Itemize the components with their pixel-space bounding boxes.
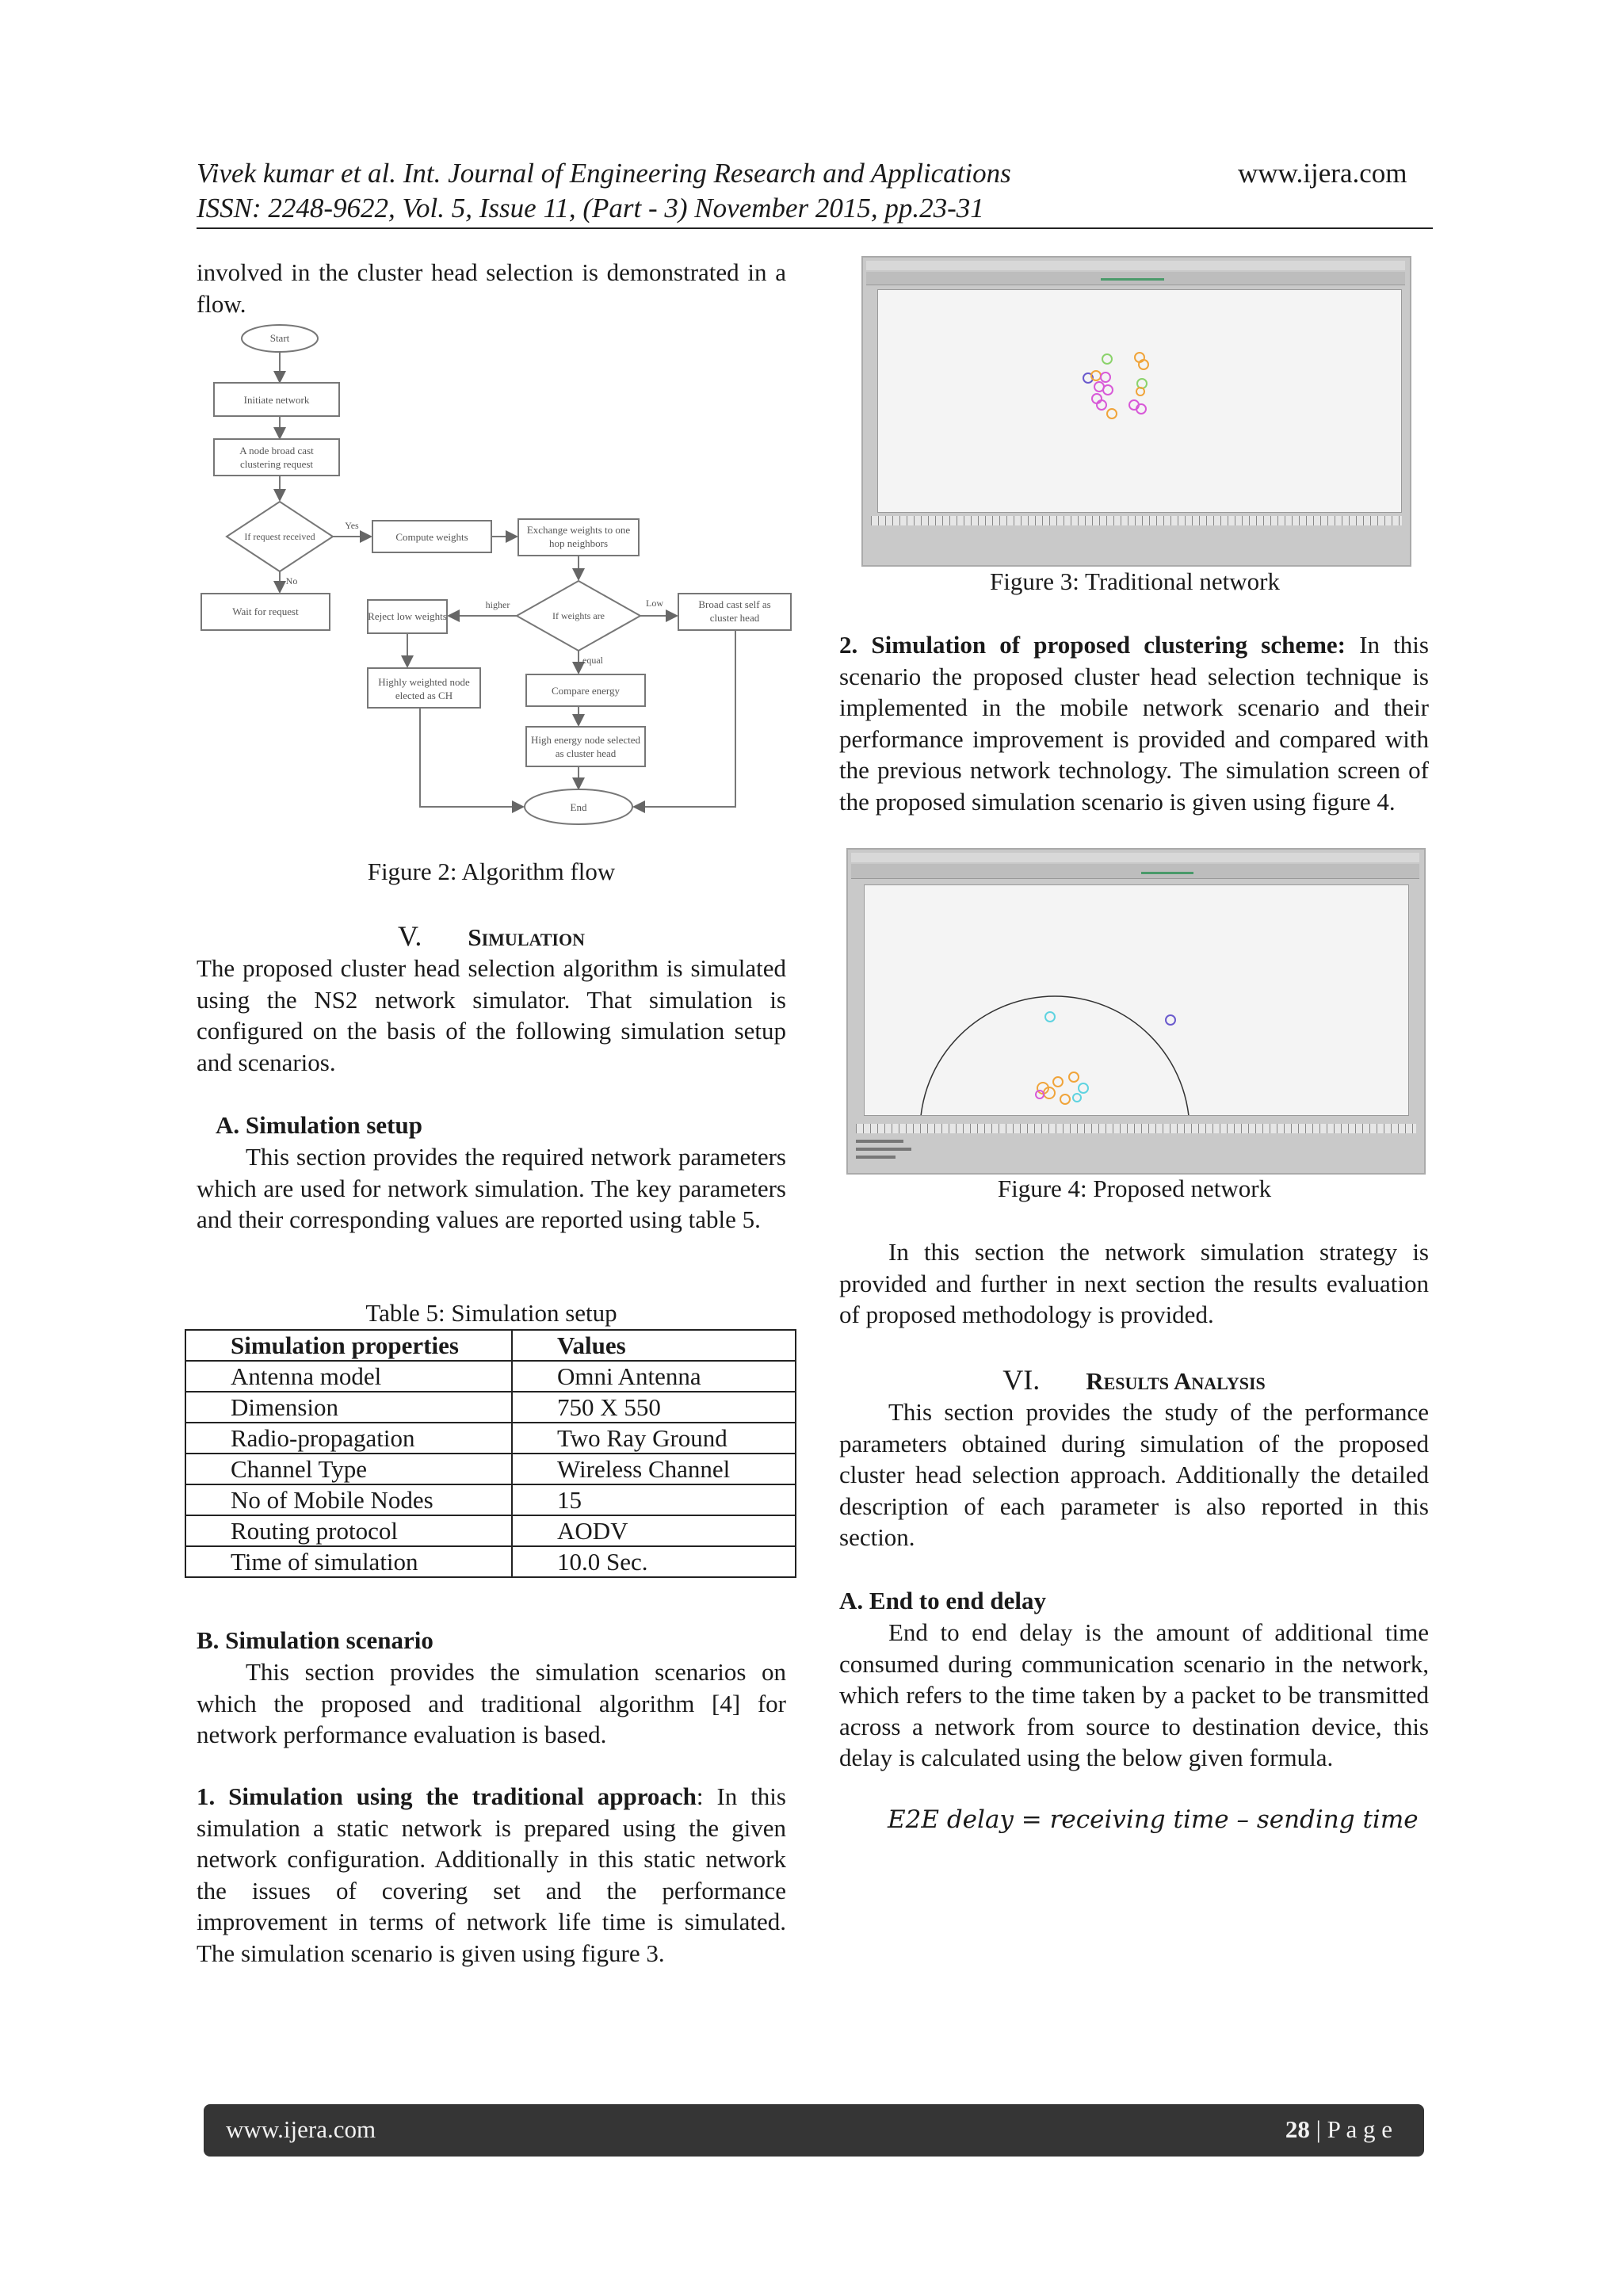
flow-label-bcast-1: A node broad cast <box>239 445 314 457</box>
flow-label-equal: equal <box>582 655 603 666</box>
page-label: | P a g e <box>1309 2115 1392 2143</box>
table-row <box>185 1515 796 1546</box>
section6-paragraph: This section provides the study of the performance parameters obtained during simulation of the proposed cluster head selection approach. Additionally the detailed description of each parameter is also reported in this section. <box>839 1398 1429 1551</box>
flow-label-end: End <box>570 801 587 813</box>
journal-issn: ISSN: 2248-9622, Vol. 5, Issue 11, (Part - 3) November 2015, pp.23-31 <box>197 193 984 223</box>
table-row <box>185 1361 796 1392</box>
section6-heading <box>839 1363 1429 1398</box>
flow-label-exch-2: hop neighbors <box>548 537 609 549</box>
flow-label-bself-1: Broad cast self as <box>698 598 771 610</box>
traditional-approach-text: : In this simulation a static network is prepared using the given network configuration. Additionally in this static network the issues of covering set and the performance improvement in terms of network life time is simulated. The simulation scenario is given using figure 3. <box>197 1782 786 1967</box>
table-cell: Radio-propagation <box>185 1423 512 1454</box>
section6-title: Results Analysis <box>1086 1367 1266 1395</box>
subsection-b-heading: B. Simulation scenario <box>197 1626 433 1654</box>
nam-timeline <box>856 1124 1416 1133</box>
page-number: 28 <box>1285 2115 1310 2143</box>
table-header-row <box>185 1330 796 1361</box>
footer-page-number <box>1285 2115 1392 2144</box>
traditional-approach-paragraph <box>197 1781 786 1969</box>
table-cell: No of Mobile Nodes <box>185 1484 512 1515</box>
table-header-cell: Values <box>512 1330 796 1361</box>
nam-timeline <box>871 516 1402 525</box>
nam-toolbar <box>851 864 1419 879</box>
flow-label-compute: Compute weights <box>395 531 468 543</box>
figure4-caption: Figure 4: Proposed network <box>997 1175 1272 1202</box>
journal-title: Vivek kumar et al. Int. Journal of Engineering Research and Applications <box>197 158 1011 189</box>
nam-progress <box>1101 278 1164 281</box>
header-rule <box>197 227 1433 229</box>
flow-label-bself-2: cluster head <box>709 612 760 624</box>
table-cell: Omni Antenna <box>512 1361 796 1392</box>
intro-paragraph: involved in the cluster head selection is demonstrated in a flow. <box>197 258 786 318</box>
flow-label-start: Start <box>269 332 290 344</box>
nam-canvas <box>864 884 1409 1116</box>
flow-highly-weighted-box <box>368 668 480 708</box>
flow-label-cmp-energy: Compare energy <box>551 685 621 697</box>
nam-menu-bar <box>866 261 1405 270</box>
flow-label-no: No <box>285 575 298 586</box>
nam-status-line <box>856 1148 911 1151</box>
flow-high-energy-box <box>526 727 645 766</box>
flow-label-hw-2: elected as CH <box>395 690 453 701</box>
table5-caption: Table 5: Simulation setup <box>365 1299 617 1327</box>
flow-label-yes: Yes <box>345 520 359 531</box>
nam-canvas <box>877 289 1402 513</box>
proposed-scheme-paragraph <box>839 629 1429 817</box>
end-to-end-paragraph: End to end delay is the amount of additional time consumed during communication scenario in the network, which refers to the time taken by a packet to be transmitted across a network from source to destination device, this delay is calculated using the below given formula. <box>839 1618 1429 1771</box>
flow-label-ifreq: If request received <box>244 531 315 542</box>
figure3-caption: Figure 3: Traditional network <box>990 567 1280 595</box>
flow-label-he-2: as cluster head <box>555 747 617 759</box>
flow-label-low: Low <box>646 598 663 609</box>
nam-status-line <box>856 1140 903 1143</box>
simulation-setup-table <box>185 1329 796 1578</box>
nam-menu-bar <box>851 853 1419 862</box>
algorithm-flowchart <box>197 321 799 840</box>
flow-label-reject: Reject low weights <box>368 610 447 622</box>
proposed-nodes <box>865 885 1408 1115</box>
figure2-caption: Figure 2: Algorithm flow <box>367 858 616 885</box>
strategy-paragraph: In this section the network simulation strategy is provided and further in next section the results evaluation of proposed methodology is provided. <box>839 1238 1429 1328</box>
section5-title: Simulation <box>468 923 585 951</box>
subsection-a-heading: A. Simulation setup <box>216 1111 422 1139</box>
proposed-network-screenshot <box>846 848 1426 1175</box>
nam-progress <box>1141 872 1193 874</box>
flow-label-init: Initiate network <box>243 394 310 406</box>
table-row <box>185 1392 796 1423</box>
proposed-scheme-text: In this scenario the proposed cluster head selection technique is implemented in the mobile network scenario and their performance improvement is provided and compared with the previous network technology. The simulation screen of the proposed simulation scenario is given using figure 4. <box>839 631 1429 816</box>
section5-heading <box>197 919 786 954</box>
journal-url[interactable]: www.ijera.com <box>1238 158 1407 189</box>
table-cell: Routing protocol <box>185 1515 512 1546</box>
section5-paragraph: The proposed cluster head selection algorithm is simulated using the NS2 network simulator. That simulation is configured on the basis of the following simulation setup and scenarios. <box>197 954 786 1076</box>
traditional-network-screenshot <box>861 256 1411 567</box>
flow-label-he-1: High energy node selected <box>530 734 641 746</box>
flow-label-hw-1: Highly weighted node <box>378 676 470 688</box>
proposed-scheme-title: 2. Simulation of proposed clustering scheme: <box>839 631 1346 659</box>
traditional-approach-title: 1. Simulation using the traditional approach <box>197 1782 697 1810</box>
flow-label-ifw: If weights are <box>552 610 605 621</box>
nam-status-line <box>856 1156 896 1159</box>
flow-label-higher: higher <box>485 599 510 610</box>
section6-number: VI. <box>1002 1364 1041 1396</box>
table-header-cell: Simulation properties <box>185 1330 512 1361</box>
table-cell: Two Ray Ground <box>512 1423 796 1454</box>
table-cell: 750 X 550 <box>512 1392 796 1423</box>
flow-label-exch-1: Exchange weights to one <box>526 524 631 536</box>
table-cell: Wireless Channel <box>512 1454 796 1484</box>
table-row <box>185 1454 796 1484</box>
table-cell: Time of simulation <box>185 1546 512 1577</box>
flow-label-bcast-2: clustering request <box>239 458 314 470</box>
subsection-b-paragraph: This section provides the simulation scenarios on which the proposed and traditional algorithm [4] for network performance evaluation is based. <box>197 1658 786 1748</box>
end-to-end-heading: A. End to end delay <box>839 1587 1046 1614</box>
table-cell: AODV <box>512 1515 796 1546</box>
section5-number: V. <box>398 920 422 952</box>
table-cell: Antenna model <box>185 1361 512 1392</box>
footer-url[interactable]: www.ijera.com <box>226 2115 376 2143</box>
table-cell: 15 <box>512 1484 796 1515</box>
flow-label-wait: Wait for request <box>232 606 299 617</box>
table-row <box>185 1423 796 1454</box>
table-cell: Dimension <box>185 1392 512 1423</box>
traditional-nodes <box>878 290 1401 512</box>
table-cell: Channel Type <box>185 1454 512 1484</box>
subsection-a-paragraph: This section provides the required network parameters which are used for network simulation. The key parameters and their corresponding values are reported using table 5. <box>197 1143 786 1233</box>
table-cell: 10.0 Sec. <box>512 1546 796 1577</box>
table-row <box>185 1546 796 1577</box>
page-footer <box>204 2104 1424 2157</box>
table-row <box>185 1484 796 1515</box>
e2e-formula: E2E delay = receiving time – sending time <box>888 1805 1419 1834</box>
